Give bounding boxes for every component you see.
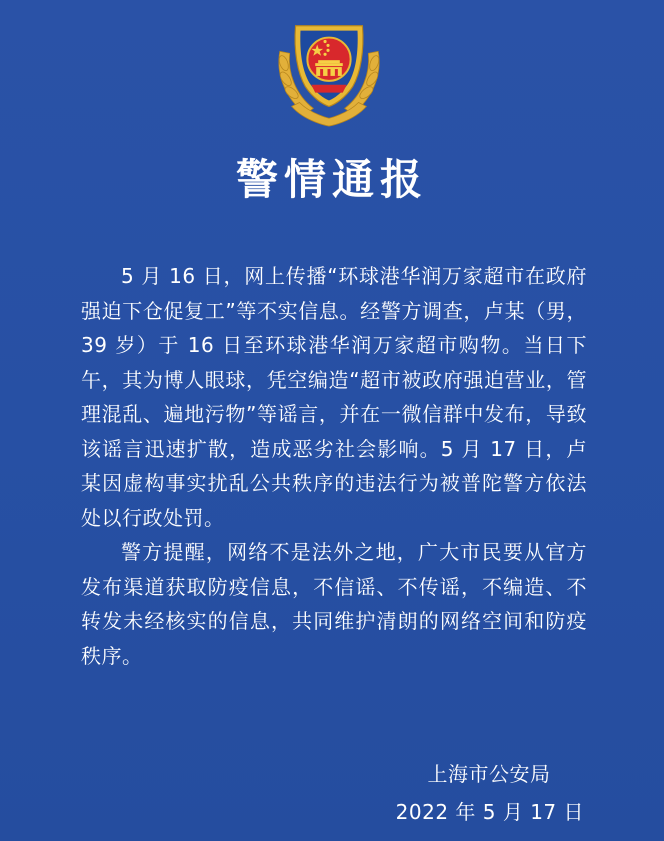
issue-date: 2022 年 5 月 17 日 (395, 800, 584, 824)
notice-paragraph: 警方提醒，网络不是法外之地，广大市民要从官方发布渠道获取防疫信息，不信谣、不传谣，不编造、不转发未经核实的信息，共同维护清朗的网络空间和防疫秩序。 (81, 540, 587, 668)
police-badge-icon (270, 12, 388, 130)
notice-paragraph: 5 月 16 日，网上传播“环球港华润万家超市在政府强迫下仓促复工”等不实信息。经警方调查，卢某（男，39 岁）于 16 日至环球港华润万家超市购物。当日下午，其为博人眼球，凭空编造“超市被政府强迫营业，管理混乱、遍地污物”等谣言，并在一微信群中发布，导致该谣言迅速扩散，造成恶劣社会影响。5 月 17 日，卢某因虚构事实扰乱公共秩序的违法行为被普陀警方依法处以行政处罚。 (81, 264, 587, 530)
signature-block (364, 755, 584, 831)
notice-title: 警情通报 (235, 155, 428, 204)
notice-body (81, 259, 587, 673)
issuing-agency: 上海市公安局 (427, 762, 551, 786)
